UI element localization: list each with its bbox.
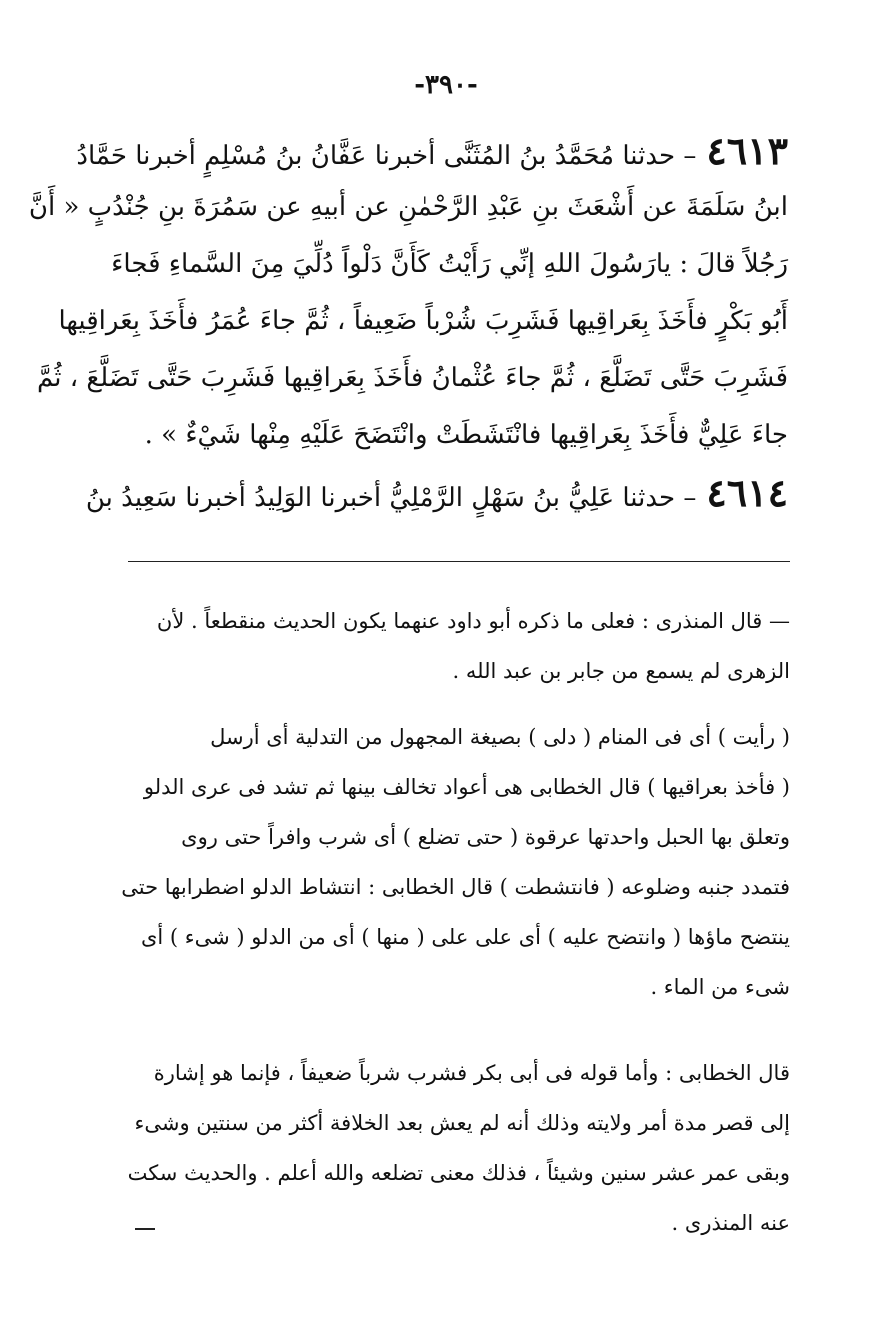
hadith-line [111, 236, 788, 293]
footnote-line: — قال المنذرى : فعلى ما ذكره أبو داود عنهما يكون الحديث منقطعاً . لأن [156, 609, 790, 633]
footnote-line: ( فأخذ بعراقيها ) قال الخطابى هى أعواد تخالف بينها ثم تشد فى عرى الدلو [143, 775, 790, 799]
hadith-line [28, 179, 788, 236]
page-number: -٣٩٠- [414, 70, 478, 100]
hadith-line [128, 407, 788, 464]
hadith-line [36, 350, 788, 407]
hadith-line-text: فَشَرِبَ حَتَّى تَضَلَّعَ ، ثُمَّ جاءَ عُثْمانُ فأَخَذَ بِعَراقِيها فَشَرِبَ حَتَّى تَضَلَّعَ ، ثُمَّ [36, 363, 788, 393]
end-dash [135, 1228, 155, 1230]
hadith-line-text: – حدثنا عَلِيُّ بنُ سَهْلٍ الرَّمْلِيُّ أخبرنا الوَلِيدُ أخبرنا سَعِيدُ بنُ [85, 483, 697, 513]
hadith-line-text: رَجُلاً قالَ : يارَسُولَ اللهِ إنِّي رَأَيْتُ كَأَنَّ دَلْواً دُلِّيَ مِنَ السَّماءِ فَجاءَ [111, 249, 788, 279]
footnote-line: ( رأيت ) أى فى المنام ( دلى ) بصيغة المجهول من التدلية أى أرسل [210, 725, 790, 749]
hadith-line-text: ابنُ سَلَمَةَ عن أَشْعَثَ بنِ عَبْدِ الرَّحْمٰنِ عن أبيهِ عن سَمُرَةَ بنِ جُنْدُبٍ « أَنَّ [28, 192, 788, 222]
hadith-text [28, 122, 788, 521]
footnote-line: إلى قصر مدة أمر ولايته وذلك أنه لم يعش بعد الخلافة أكثر من سنتين وشىء [134, 1111, 790, 1135]
hadith-line [76, 122, 788, 179]
hadith-line-text: أَبُو بَكْرٍ فأَخَذَ بِعَراقِيها فَشَرِبَ شُرْباً ضَعِيفاً ، ثُمَّ جاءَ عُمَرُ فأَخَذَ بِعَراقِيها [58, 306, 788, 336]
footnote-line: الزهرى لم يسمع من جابر بن عبد الله . [452, 659, 790, 683]
footnote-line: عنه المنذرى . [671, 1211, 790, 1235]
hadith-line [58, 293, 788, 350]
footnote-divider [128, 561, 790, 562]
hadith-line [85, 464, 788, 521]
hadith-line-text: – حدثنا مُحَمَّدُ بنُ المُثَنَّى أخبرنا عَفَّانُ بنُ مُسْلِمٍ أخبرنا حَمَّادُ [76, 141, 697, 171]
footnote-paragraph-2 [121, 712, 790, 1012]
footnote-line: شىء من الماء . [650, 975, 790, 999]
footnote-line: ينتضح ماؤها ( وانتضح عليه ) أى على على ( منها ) أى من الدلو ( شىء ) أى [140, 925, 790, 949]
footnote-paragraph-3 [128, 1048, 790, 1248]
hadith-number: ٤٦١٤ [706, 470, 788, 515]
footnote-line: وبقى عمر عشر سنين وشيئاً ، فذلك معنى تضلعه والله أعلم . والحديث سكت [127, 1161, 790, 1185]
footnote-paragraph-1 [128, 596, 790, 696]
hadith-line-text: جاءَ عَلِيٌّ فأَخَذَ بِعَراقِيها فانْتَشَطَتْ وانْتَضَحَ عَلَيْهِ مِنْها شَيْءٌ » . [144, 420, 788, 450]
footnote-line: وتعلق بها الحبل واحدتها عرقوة ( حتى تضلع ) أى شرب وافراً حتى روى [181, 825, 790, 849]
footnote-line: قال الخطابى : وأما قوله فى أبى بكر فشرب شرباً ضعيفاً ، فإنما هو إشارة [153, 1061, 790, 1085]
footnote-line: فتمدد جنبه وضلوعه ( فانتشطت ) قال الخطابى : انتشاط الدلو اضطرابها حتى [121, 875, 790, 899]
hadith-number: ٤٦١٣ [706, 128, 788, 173]
